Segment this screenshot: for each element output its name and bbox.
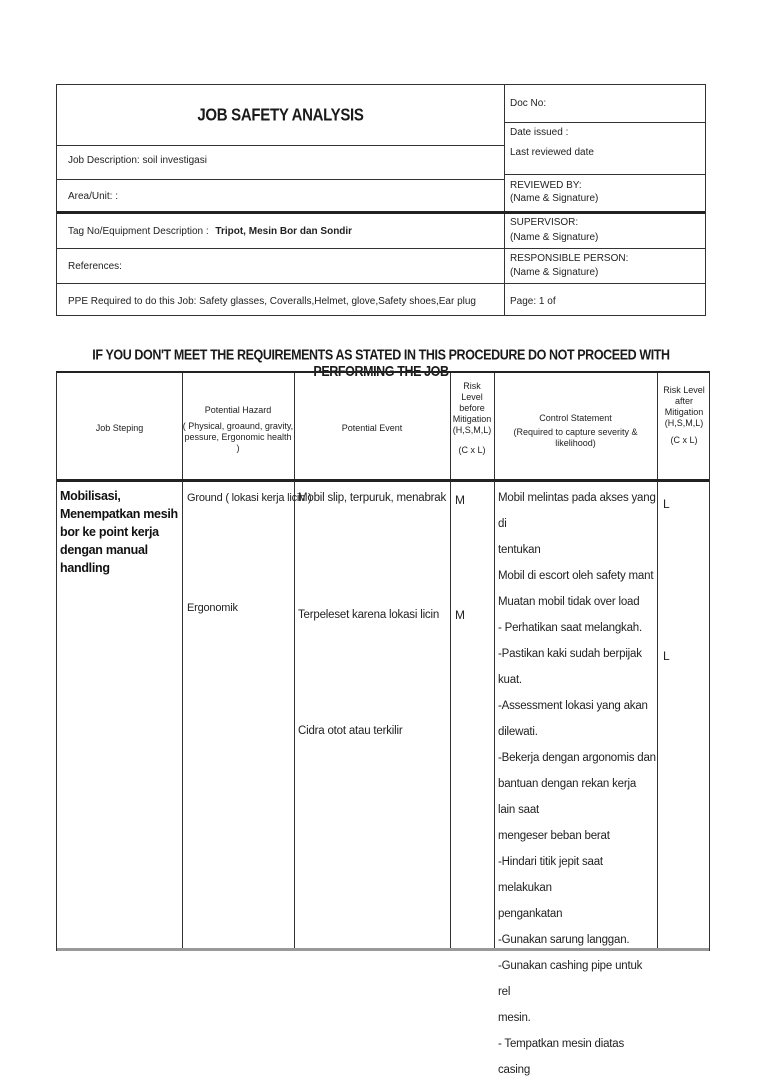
reviewed-by-sub: (Name & Signature) xyxy=(510,193,599,204)
control-line: -Hindari titik jepit saat melakukan xyxy=(498,856,603,894)
job-description-label: Job Description: xyxy=(68,155,140,166)
tag-label: Tag No/Equipment Description : xyxy=(68,226,209,237)
thick-rule xyxy=(57,211,705,214)
risk-before-line: (C x L) xyxy=(458,445,486,455)
col-control-statement xyxy=(494,413,657,449)
control-line: dilewati. xyxy=(498,726,538,738)
event-cidra-otot: Cidra otot atau terkilir xyxy=(298,725,403,737)
ppe-text: PPE Required to do this Job: Safety glasses, Coveralls,Helmet, glove,Safety shoes,Ear plug xyxy=(68,296,476,307)
risk-after-line: (H,S,M,L) xyxy=(664,418,704,428)
risk-after-2: L xyxy=(663,649,670,663)
risk-after-line: after xyxy=(674,396,693,406)
tag-equipment xyxy=(68,226,352,238)
col-hazard-title: Potential Hazard xyxy=(204,405,272,415)
job-description-value: soil investigasi xyxy=(142,155,207,166)
reviewed-by-label: REVIEWED BY: xyxy=(510,180,582,191)
event-terpeleset: Terpeleset karena lokasi licin xyxy=(298,609,440,621)
column-divider xyxy=(494,373,495,951)
last-reviewed-label: Last reviewed date xyxy=(510,147,594,158)
risk-after-line: Mitigation xyxy=(664,407,704,417)
column-divider xyxy=(657,373,658,951)
responsible-label: RESPONSIBLE PERSON: xyxy=(510,253,629,264)
references-label: References: xyxy=(68,261,122,272)
tag-value: Tripot, Mesin Bor dan Sondir xyxy=(215,226,353,237)
column-divider xyxy=(450,373,451,951)
col-control-sub: (Required to capture severity & likelihood) xyxy=(513,427,638,448)
control-line: - Perhatikan saat melangkah. xyxy=(498,622,642,634)
document-title: JOB SAFETY ANALYSIS xyxy=(197,105,364,126)
col-potential-hazard xyxy=(182,405,294,454)
rule xyxy=(504,248,705,249)
control-line: - Tempatkan mesin diatas casing xyxy=(498,1038,625,1076)
col-job-steping: Job Steping xyxy=(95,423,144,433)
risk-before-spacer xyxy=(450,436,494,445)
rule xyxy=(57,248,504,249)
rule xyxy=(504,283,705,284)
responsible-sub: (Name & Signature) xyxy=(510,267,599,278)
control-statements xyxy=(498,485,656,1083)
risk-after-line: Risk Level xyxy=(663,385,705,395)
risk-before-2: M xyxy=(455,608,465,622)
hazard-table xyxy=(56,371,710,1076)
control-line: -Gunakan sarung langgan. xyxy=(498,934,630,946)
doc-no-label: Doc No: xyxy=(510,98,547,109)
area-unit-label: Area/Unit: : xyxy=(68,191,119,202)
control-line: mesin. xyxy=(498,1012,531,1024)
risk-before-line: before xyxy=(459,403,485,413)
control-line: pengankatan xyxy=(498,908,563,920)
hazard-ergonomic: Ergonomik xyxy=(187,602,238,614)
risk-before-line: Level xyxy=(461,392,483,402)
rule xyxy=(57,145,504,146)
col-risk-after xyxy=(657,385,711,446)
risk-before-line: (H,S,M,L) xyxy=(452,425,492,435)
header-divider xyxy=(504,85,505,315)
control-line: bantuan dengan rekan kerja lain saat xyxy=(498,778,637,816)
date-issued-label: Date issued : xyxy=(510,127,569,138)
risk-before-1: M xyxy=(455,493,465,507)
control-line: Mobil di escort oleh safety mant xyxy=(498,570,654,582)
control-line: -Gunakan cashing pipe untuk rel xyxy=(498,960,643,998)
rule xyxy=(504,122,705,123)
warning-banner: IF YOU DON'T MEET THE REQUIREMENTS AS STATED IN THIS PROCEDURE DO NOT PROCEED WITH PERFORMING THE JOB xyxy=(92,346,670,380)
event-mobil-slip: Mobil slip, terpuruk, menabrak xyxy=(298,492,447,504)
control-line: Mobil melintas pada akses yang di xyxy=(498,492,656,530)
supervisor-sub: (Name & Signature) xyxy=(510,232,599,243)
col-hazard-sub: ( Physical, groaund, gravity, pessure, Ergonomic health ) xyxy=(182,421,294,453)
control-line: -Assessment lokasi yang akan xyxy=(498,700,648,712)
hazard-ground: Ground ( lokasi kerja licin ) xyxy=(187,492,312,504)
control-line: -Bekerja dengan argonomis dan xyxy=(498,752,656,764)
control-line: Muatan mobil tidak over load xyxy=(498,596,640,608)
col-risk-before xyxy=(450,381,494,456)
header-table xyxy=(56,84,706,316)
job-description xyxy=(68,155,207,167)
control-line: tentukan xyxy=(498,544,541,556)
control-line: -Pastikan kaki sudah berpijak kuat. xyxy=(498,648,642,686)
job-step: Mobilisasi, Menempatkan mesih bor ke point kerja dengan manual handling xyxy=(60,489,178,575)
column-divider xyxy=(182,373,183,951)
risk-after-1: L xyxy=(663,497,670,511)
column-divider xyxy=(294,373,295,951)
control-line: mengeser beban berat xyxy=(498,830,610,842)
rule xyxy=(57,283,504,284)
rule xyxy=(504,174,705,175)
page-label: Page: 1 of xyxy=(510,296,556,307)
supervisor-label: SUPERVISOR: xyxy=(510,217,579,228)
risk-after-line: (C x L) xyxy=(670,435,698,445)
rule xyxy=(57,179,504,180)
col-potential-event: Potential Event xyxy=(341,423,403,433)
col-control-title: Control Statement xyxy=(539,413,612,423)
risk-before-line: Risk xyxy=(463,381,481,391)
header-separator xyxy=(57,479,709,482)
risk-before-line: Mitigation xyxy=(452,414,492,424)
